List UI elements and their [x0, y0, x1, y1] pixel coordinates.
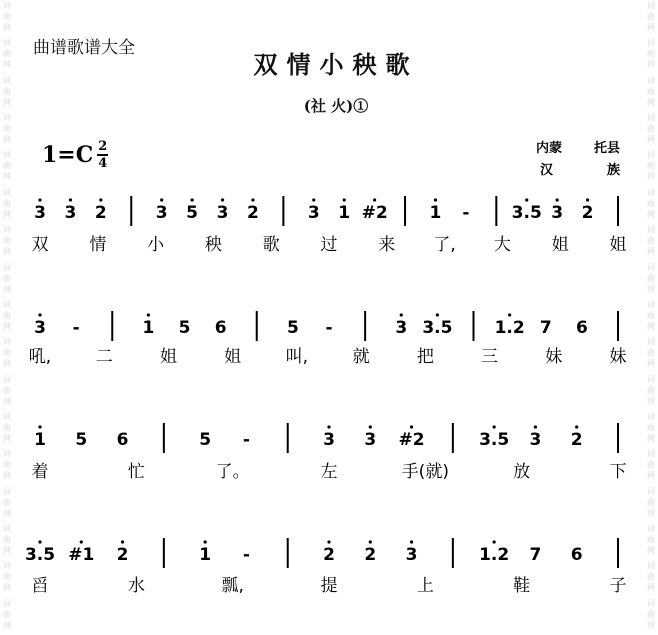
watermark-char: 词 [647, 299, 655, 309]
watermark-char: 曲 [647, 124, 655, 134]
notation-line-3 [34, 423, 618, 453]
dash-note: - [242, 430, 250, 450]
octave-dot [38, 425, 41, 428]
key-label: 1=C [42, 142, 94, 168]
octave-dot [525, 198, 528, 201]
octave-dot [80, 540, 83, 543]
note: 7 [529, 545, 542, 565]
watermark-char: 网 [3, 60, 11, 70]
lyric-word: 着 [31, 462, 49, 482]
watermark-char: 网 [3, 23, 11, 32]
watermark-char: 词 [647, 449, 655, 459]
watermark-char: 曲 [647, 609, 655, 619]
watermark-char: 词 [3, 75, 11, 85]
watermark-char: 词 [647, 486, 655, 496]
lyric-word: 了, [433, 235, 456, 255]
octave-dot [586, 198, 589, 201]
lyric-word: 瓢, [221, 576, 244, 596]
note: 2 [94, 203, 107, 223]
note: 5 [178, 318, 191, 338]
note: 1 [199, 545, 212, 565]
octave-dot [343, 198, 346, 201]
watermark-char: 网 [3, 321, 11, 331]
octave-dot [38, 313, 41, 316]
watermark-char: 曲 [3, 572, 11, 582]
watermark-char: 曲 [647, 572, 655, 582]
note: 2 [116, 545, 129, 565]
lyric-line-1 [32, 235, 627, 255]
watermark-char: 曲 [647, 535, 655, 545]
watermark-char: 词 [647, 187, 655, 197]
watermark-char: 词 [3, 337, 11, 347]
time-sig-bottom: 4 [98, 156, 108, 171]
note: 3 [323, 430, 335, 450]
watermark-char: 词 [647, 113, 655, 123]
watermark-char: 词 [647, 262, 655, 272]
lyric-word: 下 [609, 462, 627, 482]
watermark-char: 词 [3, 449, 11, 459]
note: 2 [581, 203, 594, 223]
watermark-char: 词 [3, 38, 11, 48]
watermark-char: 网 [647, 508, 655, 518]
watermark-char: 网 [3, 471, 11, 481]
watermark-char: 网 [647, 23, 655, 32]
lyric-word: 叫, [285, 347, 309, 367]
watermark-char: 网 [3, 284, 11, 294]
watermark-char: 曲 [3, 385, 11, 395]
watermark-char: 网 [3, 546, 11, 556]
lyric-word: 姐 [224, 347, 242, 367]
origin-ethnic-b: 族 [606, 163, 620, 178]
note: 3 [34, 203, 46, 223]
octave-dot [121, 540, 124, 543]
lyric-word: 二 [95, 347, 113, 367]
note: 3 [216, 203, 229, 223]
lyric-word: 大 [493, 235, 511, 255]
watermark-char: 曲 [3, 535, 11, 545]
site-label: 曲谱歌谱大全 [33, 38, 135, 58]
octave-dot [410, 540, 413, 543]
octave-dot [327, 425, 330, 428]
lyric-line-3 [32, 462, 627, 482]
lyric-word: 忙 [127, 462, 145, 482]
note: 3 [64, 203, 77, 223]
watermark-char: 网 [647, 321, 655, 331]
watermark-char: 网 [647, 284, 655, 294]
watermark-char: 网 [3, 359, 11, 369]
watermark-char: 网 [647, 135, 655, 145]
dash-note: - [242, 545, 250, 565]
watermark-char: 曲 [647, 161, 655, 171]
watermark-char: 网 [3, 172, 11, 182]
octave-dot [69, 198, 72, 201]
lyric-word: 双 [31, 235, 49, 255]
lyric-word: 把 [416, 347, 434, 367]
octave-dot [410, 425, 413, 428]
lyric-word: 姐 [551, 235, 569, 255]
watermark-char: 网 [647, 620, 655, 630]
note: 6 [575, 318, 588, 338]
lyric-word: 妹 [609, 347, 627, 367]
watermark-char: 网 [3, 583, 11, 593]
watermark-char: 词 [647, 150, 655, 160]
note: 1 [429, 203, 442, 223]
watermark-char: 网 [647, 247, 655, 257]
watermark-char: 网 [3, 508, 11, 518]
note: 1 [338, 203, 351, 223]
dash-note: - [462, 203, 470, 223]
lyric-word: 左 [320, 462, 338, 482]
watermark-char: 曲 [647, 236, 655, 246]
watermark-char: 曲 [647, 198, 655, 208]
watermark-char: 曲 [3, 86, 11, 96]
watermark-char: 网 [647, 209, 655, 219]
note: 6 [214, 318, 227, 338]
origin-region-a: 内蒙 [536, 141, 563, 156]
lyric-word: 手(就) [401, 462, 449, 482]
watermark-char: 曲 [647, 273, 655, 283]
watermark-char: 曲 [3, 497, 11, 507]
note: 1.2 [494, 318, 525, 338]
lyric-word: 来 [378, 235, 396, 255]
watermark-char: 曲 [647, 49, 655, 59]
lyric-word: 妹 [545, 347, 563, 367]
watermark-char: 词 [3, 1, 11, 10]
note: 3 [395, 318, 408, 338]
watermark-char: 网 [3, 396, 11, 406]
octave-dot [327, 540, 330, 543]
note: 6 [570, 545, 583, 565]
octave-dot [508, 313, 511, 316]
watermark-char: 词 [647, 524, 655, 534]
lyric-word: 三 [481, 347, 499, 367]
watermark-char: 词 [3, 524, 11, 534]
watermark-char: 网 [647, 546, 655, 556]
watermark-char: 曲 [3, 310, 11, 320]
octave-dot [556, 198, 559, 201]
watermark-char: 网 [647, 433, 655, 443]
watermark-char: 网 [3, 247, 11, 257]
octave-dot [38, 198, 41, 201]
note: 6 [116, 430, 129, 450]
octave-dot [99, 198, 102, 201]
octave-dot [221, 198, 224, 201]
watermark-char: 词 [647, 598, 655, 608]
watermark-char: 曲 [647, 12, 655, 21]
time-sig-top: 2 [98, 139, 108, 154]
octave-dot [534, 425, 537, 428]
note: 3 [34, 318, 46, 338]
lyric-word: 鞋 [513, 576, 531, 596]
notation-line-2 [34, 311, 618, 341]
watermark-char: 词 [3, 486, 11, 496]
watermark-char: 曲 [647, 460, 655, 470]
watermark-char: 词 [3, 299, 11, 309]
watermark-char: 词 [647, 411, 655, 421]
lyric-line-4 [32, 576, 627, 596]
watermark-char: 曲 [3, 161, 11, 171]
octave-dot [204, 540, 207, 543]
note: 2 [570, 430, 583, 450]
octave-dot [191, 198, 194, 201]
watermark-char: 网 [3, 620, 11, 630]
song-title: 双情小秧歌 [253, 50, 419, 79]
watermark-char: 曲 [3, 460, 11, 470]
song-subtitle: (社 火)① [303, 97, 369, 115]
watermark-char: 曲 [3, 236, 11, 246]
watermark-char: 网 [647, 471, 655, 481]
note: 3 [155, 203, 168, 223]
origin-ethnic-a: 汉 [540, 163, 554, 178]
note: 2 [323, 545, 335, 565]
watermark-char: 曲 [647, 310, 655, 320]
watermark-char: 词 [647, 561, 655, 571]
octave-dot [369, 540, 372, 543]
lyric-word: 水 [127, 576, 145, 596]
note: 5 [186, 203, 199, 223]
note: 3.5 [479, 430, 510, 450]
octave-dot [38, 540, 41, 543]
octave-dot [369, 425, 372, 428]
note: 3 [529, 430, 542, 450]
note: 3 [551, 203, 564, 223]
octave-dot [400, 313, 403, 316]
note: 3 [405, 545, 418, 565]
dash-note: - [72, 318, 80, 338]
note: 3.5 [511, 203, 542, 223]
watermark-char: 曲 [3, 422, 11, 432]
watermark-char: 曲 [3, 124, 11, 134]
octave-dot [251, 198, 254, 201]
lyric-word: 姐 [609, 235, 627, 255]
watermark-char: 网 [647, 172, 655, 182]
watermark-char: 词 [647, 225, 655, 235]
watermark-char: 曲 [3, 12, 11, 21]
note: 5 [75, 430, 88, 450]
lyric-word: 过 [320, 235, 338, 255]
note: 1.2 [479, 545, 510, 565]
watermark-char: 网 [647, 60, 655, 70]
note: 2 [247, 203, 259, 223]
lyric-word: 子 [609, 576, 627, 596]
watermark-char: 曲 [647, 348, 655, 358]
watermark-char: 网 [647, 583, 655, 593]
octave-dot [436, 313, 439, 316]
note: #2 [361, 203, 388, 223]
note: #2 [398, 430, 425, 450]
note: 7 [539, 318, 552, 338]
note: 1 [142, 318, 155, 338]
lyric-word: 舀 [31, 576, 49, 596]
watermark-char: 网 [647, 359, 655, 369]
watermark-char: 网 [3, 433, 11, 443]
watermark-char: 词 [3, 187, 11, 197]
watermark-char: 曲 [647, 86, 655, 96]
watermark-char: 词 [3, 411, 11, 421]
watermark-char: 词 [3, 374, 11, 384]
note: 5 [286, 318, 299, 338]
watermark-char: 词 [647, 374, 655, 384]
lyric-word: 了。 [215, 462, 250, 482]
octave-dot [160, 198, 163, 201]
watermark-char: 网 [3, 209, 11, 219]
octave-dot [575, 425, 578, 428]
watermark-char: 网 [3, 97, 11, 107]
watermark-char: 网 [647, 396, 655, 406]
watermark-char: 词 [3, 150, 11, 160]
note: 3.5 [24, 545, 56, 565]
watermark-char: 曲 [647, 385, 655, 395]
watermark-char: 曲 [3, 609, 11, 619]
notation-line-4 [25, 538, 618, 568]
watermark-char: 曲 [3, 49, 11, 59]
dash-note: - [325, 318, 333, 338]
octave-dot [373, 198, 376, 201]
watermark-char: 词 [647, 38, 655, 48]
watermark-char: 曲 [3, 273, 11, 283]
lyric-word: 秧 [204, 235, 222, 255]
lyric-line-2 [29, 347, 627, 367]
origin-region-b: 托县 [593, 141, 620, 156]
lyric-word: 上 [416, 576, 434, 596]
note: 3 [307, 203, 320, 223]
lyric-word: 提 [320, 576, 338, 596]
watermark-char: 曲 [647, 422, 655, 432]
lyric-word: 情 [89, 235, 107, 255]
watermark-char: 词 [3, 262, 11, 272]
watermark-char: 词 [3, 561, 11, 571]
lyric-word: 歌 [262, 235, 280, 255]
watermark-char: 网 [3, 135, 11, 145]
lyric-word: 小 [147, 235, 165, 255]
note: 1 [34, 430, 46, 450]
octave-dot [493, 425, 496, 428]
note: 3.5 [422, 318, 453, 338]
octave-dot [147, 313, 150, 316]
watermark-char: 词 [647, 1, 655, 10]
watermark-char: 词 [647, 75, 655, 85]
lyric-word: 放 [513, 462, 531, 482]
watermark-char: 曲 [3, 198, 11, 208]
note: 2 [364, 545, 377, 565]
watermark-char: 曲 [647, 497, 655, 507]
octave-dot [434, 198, 437, 201]
lyric-word: 吼, [28, 347, 52, 367]
notation-line-1 [34, 196, 618, 226]
watermark-char: 词 [3, 113, 11, 123]
note: 3 [364, 430, 377, 450]
lyric-word: 姐 [159, 347, 177, 367]
octave-dot [493, 540, 496, 543]
watermark-char: 曲 [3, 348, 11, 358]
lyric-word: 就 [352, 347, 370, 367]
octave-dot [312, 198, 315, 201]
watermark-char: 词 [647, 337, 655, 347]
note: #1 [68, 545, 95, 565]
watermark-char: 词 [3, 225, 11, 235]
watermark-char: 网 [647, 97, 655, 107]
note: 5 [199, 430, 212, 450]
watermark-char: 词 [3, 598, 11, 608]
